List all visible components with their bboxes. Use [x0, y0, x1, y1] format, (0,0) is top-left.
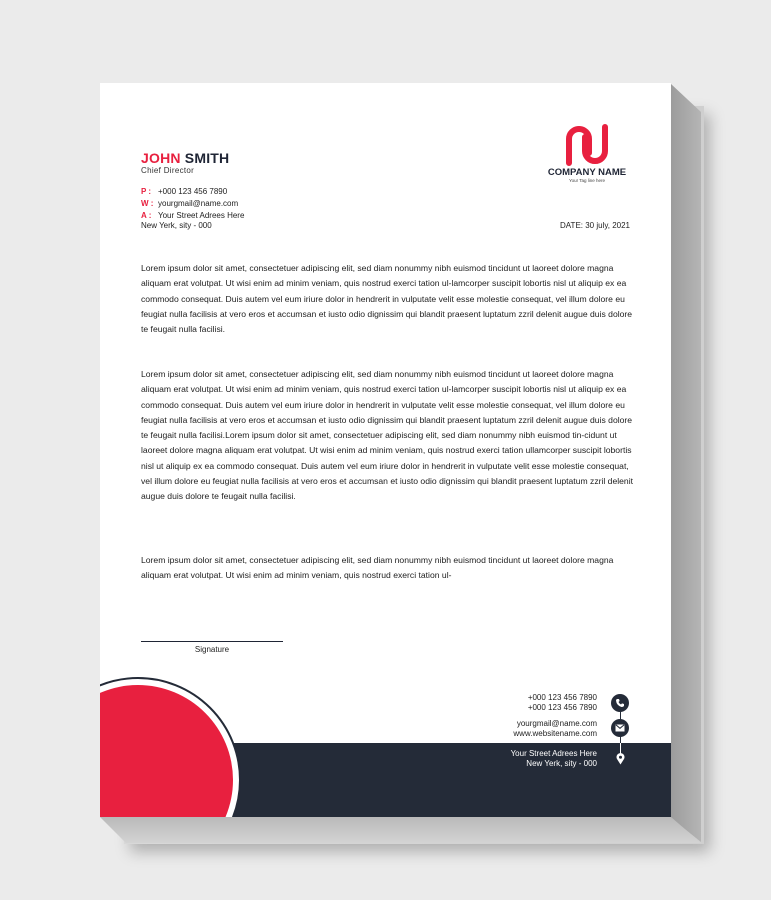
- company-name: COMPANY NAME: [547, 167, 627, 178]
- paper-stack-side: [671, 84, 701, 842]
- company-logo-icon: [563, 123, 611, 167]
- footer-phone-1: +000 123 456 7890: [527, 693, 597, 702]
- body-paragraph-3: Lorem ipsum dolor sit amet, consectetuer adipiscing elit, sed diam nonummy nibh euismod tincidunt ut laoreet dolore magna aliquam erat volutpat. Ut wisi enim ad minim veniam, quis nostrud exerci tation ul-: [141, 555, 614, 581]
- paper-stack-bottom: [100, 817, 701, 843]
- header-address2: New Yerk, sity - 000: [141, 221, 212, 230]
- first-name: JOHN: [141, 150, 181, 166]
- body-paragraph-2: Lorem ipsum dolor sit amet, consectetuer adipiscing elit, sed diam nonummy nibh euismod tincidunt ut laoreet dolore magna aliquam erat volutpat. Ut wisi enim ad minim veniam, quis nostrud exerci tation ul-lamcorper suscipit lobortis nisl ut aliquip ex ea commodo consequat. Duis autem vel eum iriure dolor in hendrerit in vulputate velit esse molestie consequat, vel illum dolore eu feugiat nulla facilisis at vero eros et accumsan et iusto odio dignissim qui blandit praesent luptatum zzril delenit augue duis dolore te feugait nulla facilisi.Lorem ipsum dolor sit amet, consectetuer adipiscing elit, sed diam nonummy nibh euismod tin-cidunt ut laoreet dolore magna aliquam erat volutpat. Ut wisi enim ad minim veniam, quis nostrud exerci tation ullamcorper suscipit lobortis nisl ut aliquip ex ea commodo consequat. Duis autem vel eum iriure dolor in hendrerit in vulputate velit esse molestie consequat, vel illum dolore eu feugiat nulla facilisis at vero eros et accumsan et iusto odio dignissim qui blandit praesent luptatum zzril delenit augue duis dolore te feugait nulla facilisi.: [141, 369, 634, 502]
- footer-phones: [528, 693, 597, 712]
- phone-key: P :: [141, 187, 152, 196]
- signature-line: [141, 641, 283, 642]
- footer-circle-accent: [100, 685, 233, 817]
- footer-phone-2: +000 123 456 7890: [527, 702, 597, 712]
- footer-address-1: Your Street Adrees Here: [510, 749, 597, 758]
- phone-icon: [611, 694, 629, 712]
- mail-icon: [611, 719, 629, 737]
- letter-date: DATE: 30 july, 2021: [560, 221, 630, 230]
- location-pin-icon: [611, 750, 629, 768]
- address-key: A :: [141, 211, 152, 220]
- header-address1: Your Street Adrees Here: [158, 211, 245, 220]
- company-tagline: Your Tag line here: [568, 178, 606, 183]
- last-name: SMITH: [184, 150, 230, 166]
- header-phone: +000 123 456 7890: [158, 187, 228, 196]
- header-web: yourgmail@name.com: [158, 199, 239, 208]
- person-name: [141, 150, 229, 166]
- footer-email: yourgmail@name.com: [516, 719, 597, 728]
- body-paragraph-1: Lorem ipsum dolor sit amet, consectetuer adipiscing elit, sed diam nonummy nibh euismod tincidunt ut laoreet dolore magna aliquam erat volutpat. Ut wisi enim ad minim veniam, quis nostrud exerci tation ul-lamcorper suscipit lobortis nisl ut aliquip ex ea commodo consequat. Duis autem vel eum iriure dolor in hendrerit in vulputate velit esse molestie consequat, vel illum dolore eu feugiat nulla facilisis at vero eros et accumsan et iusto odio dignissim qui blandit praesent luptatum zzril delenit augue duis dolore te feugait nulla facilisi.: [141, 263, 633, 335]
- letterhead-page: [100, 83, 671, 817]
- header-phone-line: [141, 187, 227, 196]
- footer-address-2: New Yerk, sity - 000: [526, 758, 597, 768]
- footer-address: [511, 749, 597, 768]
- footer-online: [513, 719, 597, 738]
- header-address-line: [141, 211, 244, 220]
- header-web-line: [141, 199, 238, 208]
- person-role: Chief Director: [141, 166, 195, 175]
- footer-website: www.websitename.com: [513, 728, 597, 738]
- web-key: W :: [141, 199, 154, 208]
- signature-label: Signature: [194, 645, 230, 654]
